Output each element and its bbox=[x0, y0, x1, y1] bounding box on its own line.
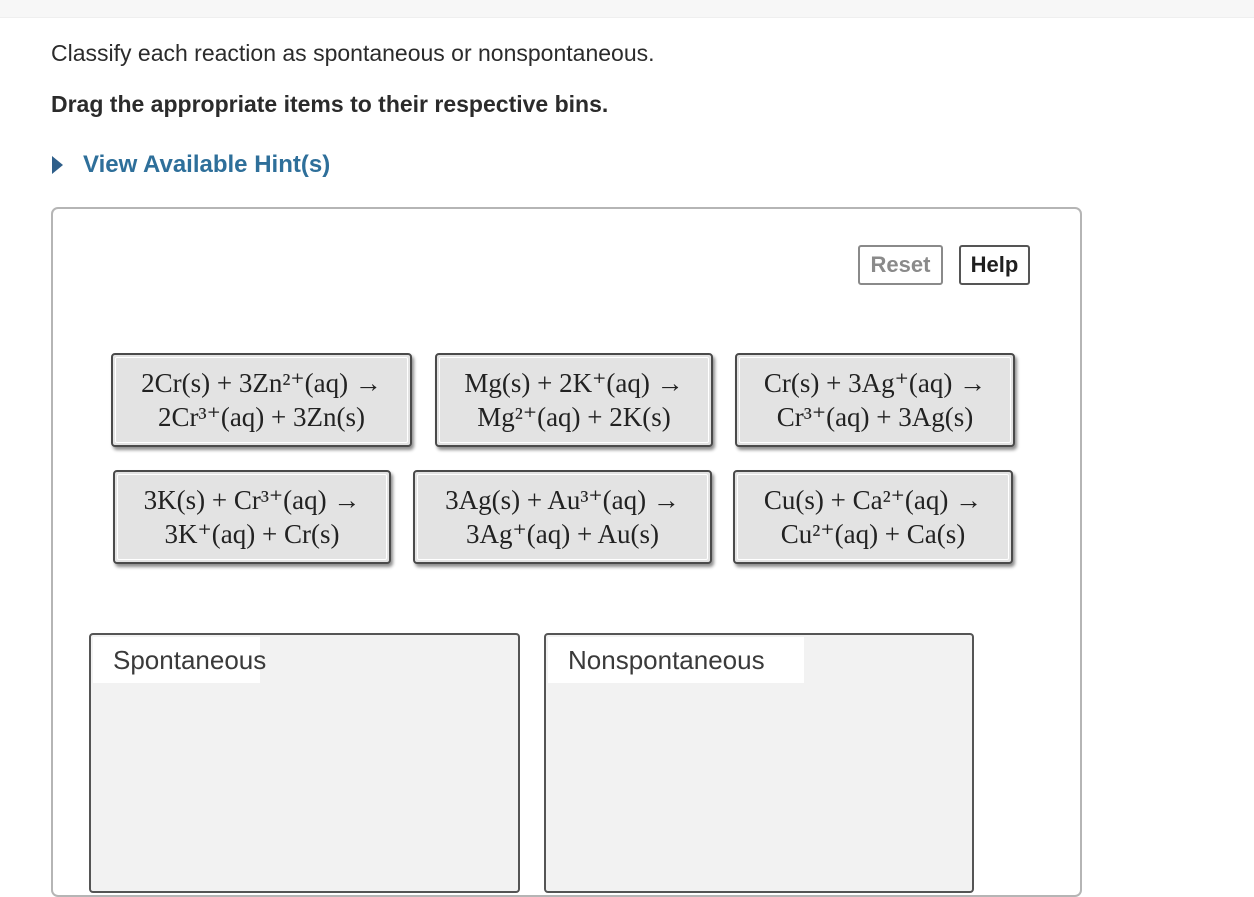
reaction-reactants: Cu(s) + Ca²⁺(aq) → bbox=[763, 485, 983, 515]
nonspontaneous-bin[interactable] bbox=[544, 633, 974, 893]
reaction-reactants: 2Cr(s) + 3Zn²⁺(aq) → bbox=[141, 368, 382, 398]
reaction-products: 3K⁺(aq) + Cr(s) bbox=[164, 519, 340, 549]
reaction-item[interactable] bbox=[435, 353, 713, 447]
reaction-products: 3Ag⁺(aq) + Au(s) bbox=[466, 519, 659, 549]
view-hints-toggle[interactable] bbox=[52, 151, 330, 179]
help-button[interactable]: Help bbox=[959, 245, 1030, 285]
reaction-reactants: 3Ag(s) + Au³⁺(aq) → bbox=[445, 485, 680, 515]
reaction-products: Mg²⁺(aq) + 2K(s) bbox=[477, 402, 671, 432]
drag-instruction: Drag the appropriate items to their respective bins. bbox=[51, 91, 609, 117]
top-bar bbox=[0, 0, 1254, 18]
reaction-item[interactable] bbox=[113, 470, 391, 564]
reaction-products: 2Cr³⁺(aq) + 3Zn(s) bbox=[157, 402, 366, 432]
reaction-reactants: 3K(s) + Cr³⁺(aq) → bbox=[143, 485, 361, 515]
reaction-products: Cr³⁺(aq) + 3Ag(s) bbox=[776, 402, 974, 432]
reset-button[interactable]: Reset bbox=[858, 245, 943, 285]
triangle-right-icon bbox=[52, 156, 63, 174]
spontaneous-bin[interactable] bbox=[89, 633, 520, 893]
reaction-reactants: Cr(s) + 3Ag⁺(aq) → bbox=[763, 368, 987, 398]
reaction-item[interactable] bbox=[735, 353, 1015, 447]
view-hints-label: View Available Hint(s) bbox=[83, 151, 331, 178]
nonspontaneous-bin-label: Nonspontaneous bbox=[548, 637, 804, 683]
reaction-item[interactable] bbox=[413, 470, 712, 564]
reaction-item[interactable] bbox=[733, 470, 1013, 564]
spontaneous-bin-label: Spontaneous bbox=[93, 637, 260, 683]
reaction-reactants: Mg(s) + 2K⁺(aq) → bbox=[464, 368, 684, 398]
reaction-products: Cu²⁺(aq) + Ca(s) bbox=[780, 519, 966, 549]
reaction-item[interactable] bbox=[111, 353, 412, 447]
instruction-text: Classify each reaction as spontaneous or nonspontaneous. bbox=[51, 40, 655, 66]
